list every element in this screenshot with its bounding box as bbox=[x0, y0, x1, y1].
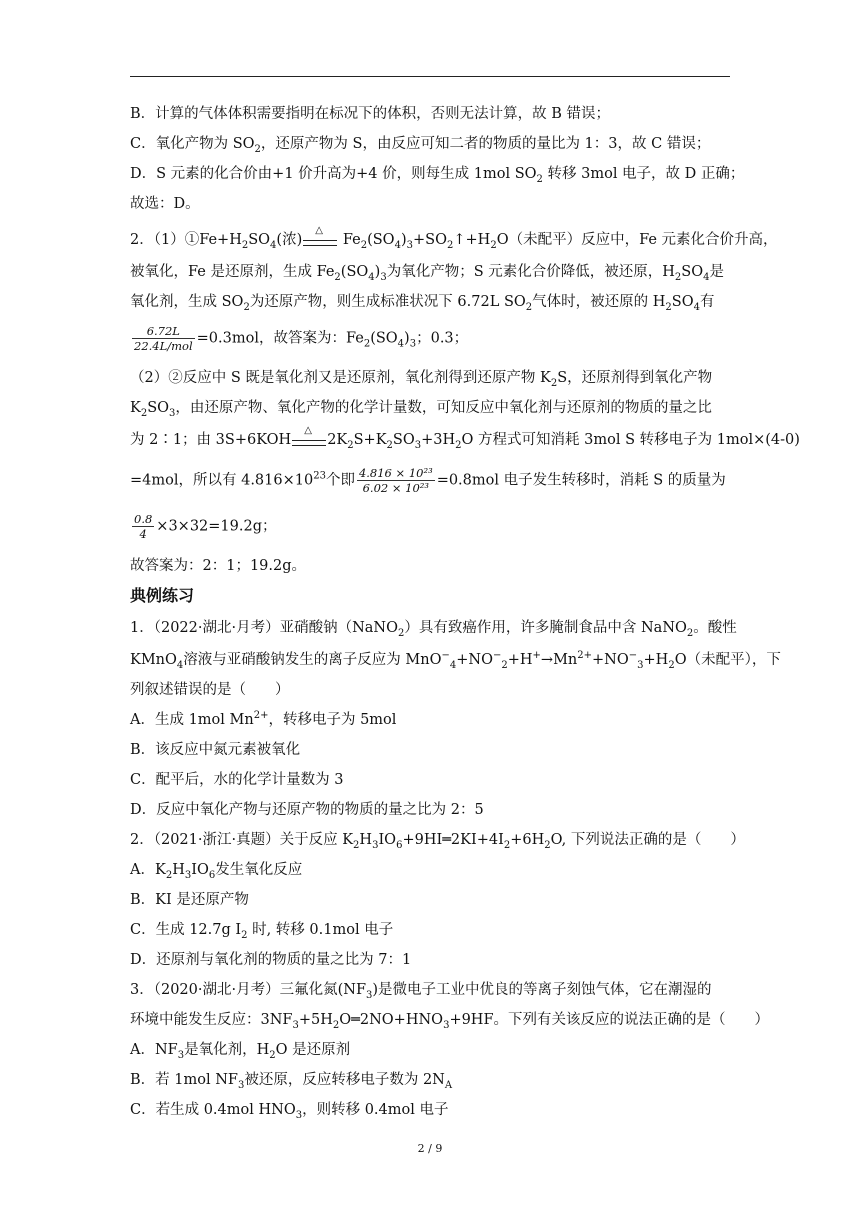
subscript: 2 bbox=[386, 439, 393, 451]
subscript: 2 bbox=[334, 271, 341, 283]
text: O═2NO+HNO bbox=[339, 1012, 444, 1028]
text: 是 bbox=[709, 264, 724, 280]
text: IO bbox=[378, 832, 397, 848]
subscript: 4 bbox=[368, 271, 375, 283]
superscript: 2+ bbox=[253, 710, 269, 722]
text: D．反应中氧化产物与还原产物的物质的量之比为 2：5 bbox=[130, 802, 484, 818]
subscript: 2 bbox=[525, 301, 533, 313]
text: 为还原产物，则生成标准状况下 6.72L SO bbox=[249, 294, 526, 310]
text: 溶液与亚硝酸钠发生的离子反应为 MnO bbox=[183, 652, 442, 668]
text: B．该反应中氮元素被氧化 bbox=[130, 742, 301, 758]
text: 。酸性 bbox=[693, 620, 737, 636]
subscript: 3 bbox=[292, 1019, 299, 1031]
question-1-line2 bbox=[130, 650, 781, 671]
question-2-option-b bbox=[130, 890, 740, 910]
text: →Mn bbox=[540, 652, 578, 668]
subscript: 2 bbox=[550, 377, 558, 389]
solution-2-2-line3 bbox=[130, 425, 800, 451]
solution-2-1-line2 bbox=[130, 262, 740, 282]
question-2-option-d bbox=[130, 950, 740, 970]
solution-2-1-line3 bbox=[130, 292, 740, 312]
text: 时, 转移 0.1mol 电子 bbox=[247, 922, 394, 938]
subscript: 2 bbox=[536, 173, 543, 185]
subscript: 6 bbox=[208, 869, 216, 881]
text: ，转移电子为 5mol bbox=[268, 712, 397, 728]
text: 气体时，被还原的 H bbox=[532, 294, 666, 310]
text: ) bbox=[374, 264, 381, 280]
text: 列叙述错误的是（ ） bbox=[130, 682, 290, 698]
text: ，则转移 0.4mol 电子 bbox=[302, 1102, 449, 1118]
triangle-icon: △ bbox=[315, 225, 323, 236]
subscript: 2 bbox=[363, 338, 371, 350]
question-3-line2 bbox=[130, 1010, 770, 1031]
text: O（未配平）反应中，Fe 元素化合价升高， bbox=[496, 232, 778, 248]
subscript: 3 bbox=[409, 338, 417, 350]
heating-equals-sign bbox=[292, 425, 326, 446]
text: A．生成 1mol Mn bbox=[130, 712, 254, 728]
text: B．KI 是还原产物 bbox=[130, 892, 249, 908]
text: 被还原，反应转移电子数为 2N bbox=[244, 1072, 445, 1088]
subscript: 4 bbox=[176, 659, 184, 671]
text: ↑+H bbox=[453, 232, 491, 248]
subscript: 2 bbox=[241, 929, 248, 941]
text: C．若生成 0.4mol HNO bbox=[130, 1102, 296, 1118]
text: C．氧化产物为 SO bbox=[130, 136, 255, 152]
subscript: 6 bbox=[396, 839, 403, 851]
text: 被氧化，Fe 是还原剂，生成 Fe bbox=[130, 264, 335, 280]
text: 转移 3mol 电子，故 D 正确； bbox=[542, 166, 745, 182]
text: H bbox=[172, 862, 185, 878]
subscript: 4 bbox=[394, 239, 401, 251]
subscript: 2 bbox=[243, 301, 250, 313]
subscript: A bbox=[444, 1079, 453, 1091]
subscript: 2 bbox=[686, 627, 694, 639]
text: 为 2∶1；由 3S+6KOH bbox=[130, 432, 292, 448]
question-2-stem bbox=[130, 830, 745, 851]
subscript: 2 bbox=[254, 143, 261, 155]
text: =4mol，所以有 4.816×10 bbox=[130, 472, 314, 489]
fraction bbox=[132, 324, 195, 353]
text: S+K bbox=[353, 432, 387, 448]
solution-2-2-line1 bbox=[130, 368, 740, 388]
text: ）具有致癌作用，许多腌制食品中含 NaNO bbox=[404, 620, 687, 636]
question-1-line3 bbox=[130, 680, 740, 700]
section-heading bbox=[130, 586, 740, 606]
fraction-denominator: 4 bbox=[139, 527, 147, 541]
subscript: 2 bbox=[503, 839, 511, 851]
text: K bbox=[130, 400, 141, 416]
text: +H bbox=[507, 652, 533, 668]
question-1-option-d bbox=[130, 800, 740, 820]
fraction-denominator: 6.02 × 10²³ bbox=[362, 481, 430, 495]
solution-2-2-line4 bbox=[130, 466, 740, 495]
text: 发生氧化反应 bbox=[215, 862, 303, 878]
question-2-option-c bbox=[130, 920, 740, 940]
question-3-line1 bbox=[130, 980, 740, 1000]
question-3-option-a bbox=[130, 1040, 740, 1060]
text: O, 下列说法正确的是（ ） bbox=[550, 832, 745, 848]
answer-line-b bbox=[130, 104, 740, 124]
text: )是微电子工业中优良的等离子刻蚀气体，它在潮湿的 bbox=[372, 982, 712, 998]
subscript: 4 bbox=[397, 338, 405, 350]
superscript: − bbox=[441, 650, 450, 662]
subscript: 2 bbox=[269, 1049, 276, 1061]
text: ；0.3； bbox=[416, 330, 469, 347]
fraction-numerator: 6.72L bbox=[132, 324, 195, 339]
answer-line-d bbox=[130, 164, 745, 185]
fraction bbox=[357, 466, 435, 495]
triangle-icon: △ bbox=[304, 425, 312, 436]
subscript: 3 bbox=[169, 407, 176, 419]
superscript: 2+ bbox=[577, 650, 593, 662]
text: 1．（2022·湖北·月考）亚硝酸钠（NaNO bbox=[130, 620, 399, 636]
subscript: 3 bbox=[177, 1049, 185, 1061]
superscript: − bbox=[492, 650, 502, 662]
text: SO bbox=[681, 264, 704, 280]
text: =0.3mol，故答案为：Fe bbox=[196, 330, 364, 347]
subscript: 4 bbox=[449, 659, 457, 671]
text: O 是还原剂 bbox=[275, 1042, 351, 1058]
text: S，还原剂得到氧化产物 bbox=[557, 370, 713, 386]
question-1-option-a bbox=[130, 710, 740, 730]
text: (SO bbox=[370, 330, 398, 347]
text: =0.8mol 电子发生转移时，消耗 S 的质量为 bbox=[436, 472, 726, 489]
subscript: 2 bbox=[501, 659, 508, 671]
subscript: 2 bbox=[674, 271, 682, 283]
text: 有 bbox=[699, 294, 715, 310]
subscript: 2 bbox=[455, 439, 462, 451]
subscript: 2 bbox=[665, 301, 672, 313]
solution-2-1-line1 bbox=[130, 225, 778, 251]
subscript: 4 bbox=[270, 239, 277, 251]
subscript: 2 bbox=[353, 839, 360, 851]
text: +NO bbox=[592, 652, 629, 668]
text: ) bbox=[400, 232, 407, 248]
answer-line-c bbox=[130, 134, 740, 154]
fraction-numerator: 0.8 bbox=[134, 512, 153, 526]
subscript: 2 bbox=[332, 1019, 340, 1031]
text: IO bbox=[191, 862, 209, 878]
text: C．配平后，水的化学计量数为 3 bbox=[130, 772, 344, 788]
text: D．S 元素的化合价由+1 价升高为+4 价，则每生成 1mol SO bbox=[130, 166, 537, 182]
text: 典例练习 bbox=[130, 586, 195, 605]
header-rule bbox=[130, 76, 730, 77]
subscript: 4 bbox=[693, 301, 700, 313]
subscript: 3 bbox=[184, 869, 192, 881]
text: (浓) bbox=[276, 232, 303, 248]
heating-equals-sign bbox=[303, 225, 337, 246]
text: +9HF。下列有关该反应的说法正确的是（ ） bbox=[449, 1012, 770, 1028]
subscript: 3 bbox=[637, 659, 644, 671]
text: 为氧化产物；S 元素化合价降低，被还原，H bbox=[386, 264, 675, 280]
superscript: 23 bbox=[313, 470, 326, 482]
subscript: 3 bbox=[366, 989, 373, 1001]
subscript: 2 bbox=[668, 659, 675, 671]
text: (SO bbox=[340, 264, 369, 280]
text: D．还原剂与氧化剂的物质的量之比为 7：1 bbox=[130, 952, 412, 968]
text: O（未配平），下 bbox=[674, 652, 781, 668]
text: Fe bbox=[338, 232, 361, 248]
text: ) bbox=[404, 330, 410, 347]
text: 是氧化剂，H bbox=[184, 1042, 270, 1058]
subscript: 2 bbox=[165, 869, 173, 881]
text: 3．（2020·湖北·月考）三氟化氮(NF bbox=[130, 982, 366, 998]
text: +NO bbox=[456, 652, 493, 668]
question-3-option-b bbox=[130, 1070, 740, 1090]
text: 氧化剂，生成 SO bbox=[130, 294, 244, 310]
text: ，还原产物为 S，由反应可知二者的物质的量比为 1：3，故 C 错误； bbox=[260, 136, 711, 152]
question-1-option-c bbox=[130, 770, 740, 790]
fraction-numerator: 4.816 × 10²³ bbox=[358, 466, 433, 480]
subscript: 2 bbox=[360, 239, 368, 251]
text: ，由还原产物、氧化产物的化学计量数，可知反应中氧化剂与还原剂的物质的量之比 bbox=[175, 400, 712, 416]
text: 环境中能发生反应：3NF bbox=[130, 1012, 293, 1028]
subscript: 3 bbox=[237, 1079, 245, 1091]
text: 个即 bbox=[325, 472, 355, 489]
subscript: 2 bbox=[241, 239, 249, 251]
text: SO bbox=[671, 294, 694, 310]
text: +6H bbox=[510, 832, 545, 848]
question-3-option-c bbox=[130, 1100, 740, 1120]
solution-2-2-line5 bbox=[130, 512, 740, 541]
text: 故答案为：2：1；19.2g。 bbox=[130, 558, 307, 574]
subscript: 2 bbox=[544, 839, 551, 851]
text: C．生成 12.7g I bbox=[130, 922, 242, 938]
question-1-line1 bbox=[130, 618, 740, 638]
subscript: 2 bbox=[446, 239, 454, 251]
subscript: 3 bbox=[380, 271, 387, 283]
subscript: 3 bbox=[372, 839, 379, 851]
superscript: − bbox=[628, 650, 638, 662]
double-bar bbox=[292, 440, 326, 446]
text: ×3×32=19.2g； bbox=[156, 518, 277, 535]
text: SO bbox=[147, 400, 170, 416]
text: 故选：D。 bbox=[130, 196, 200, 212]
text: H bbox=[359, 832, 373, 848]
subscript: 2 bbox=[347, 439, 354, 451]
text: SO bbox=[392, 432, 415, 448]
solution-2-2-line2 bbox=[130, 398, 740, 418]
text: KMnO bbox=[130, 652, 177, 668]
subscript: 3 bbox=[295, 1109, 303, 1121]
text: 2．（2021·浙江·真题）关于反应 K bbox=[130, 832, 354, 848]
subscript: 2 bbox=[140, 407, 148, 419]
subscript: 2 bbox=[398, 627, 405, 639]
page-number: 2 / 9 bbox=[417, 1142, 443, 1155]
solution-2-1-line4 bbox=[130, 324, 740, 353]
subscript: 3 bbox=[414, 439, 422, 451]
text: (SO bbox=[367, 232, 395, 248]
fraction bbox=[132, 512, 154, 541]
superscript: + bbox=[532, 650, 541, 662]
text: +SO bbox=[413, 232, 447, 248]
fraction-denominator: 22.4L/mol bbox=[134, 339, 193, 353]
text: +5H bbox=[298, 1012, 333, 1028]
subscript: 4 bbox=[703, 271, 710, 283]
double-bar bbox=[303, 240, 337, 246]
solution-2-answer bbox=[130, 556, 740, 576]
text: +H bbox=[643, 652, 669, 668]
question-1-option-b bbox=[130, 740, 740, 760]
text: +3H bbox=[421, 432, 456, 448]
subscript: 2 bbox=[490, 239, 497, 251]
text: SO bbox=[248, 232, 271, 248]
text: A．K bbox=[130, 862, 166, 878]
answer-choice bbox=[130, 194, 740, 214]
question-2-option-a bbox=[130, 860, 740, 880]
text: B．若 1mol NF bbox=[130, 1072, 238, 1088]
text: A．NF bbox=[130, 1042, 178, 1058]
text: （2）②反应中 S 既是氧化剂又是还原剂，氧化剂得到还原产物 K bbox=[130, 370, 551, 386]
text: 2K bbox=[327, 432, 348, 448]
text: 2．（1）①Fe+H bbox=[130, 232, 242, 248]
text: +9HI═2KI+4I bbox=[402, 832, 504, 848]
subscript: 3 bbox=[443, 1019, 450, 1031]
text: B．计算的气体体积需要指明在标况下的体积，否则无法计算，故 B 错误； bbox=[130, 106, 611, 122]
subscript: 3 bbox=[406, 239, 413, 251]
text: O 方程式可知消耗 3mol S 转移电子为 1mol×(4-0) bbox=[461, 432, 800, 448]
